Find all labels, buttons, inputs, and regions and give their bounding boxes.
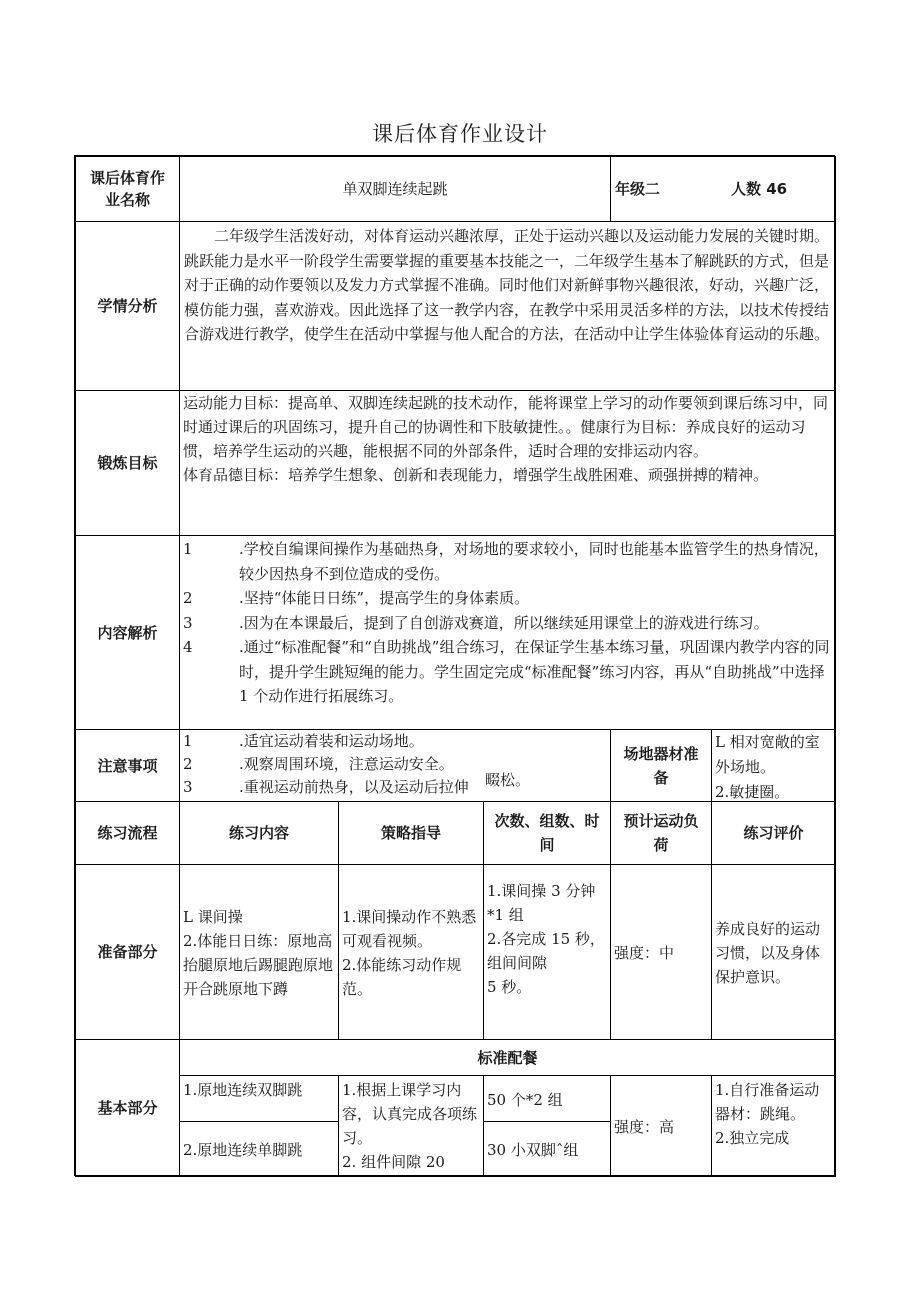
prep-label: 准备部分 [75, 864, 180, 1040]
grade-count-cell [610, 156, 836, 222]
goals-label: 锻炼目标 [75, 390, 180, 536]
prep-times-line: 2.各完成 15 秒，组间间隙 [487, 930, 605, 972]
content-item: 2 .坚持“体能日日练”，提高学生的身体素质。 [183, 589, 530, 607]
notes-list [179, 729, 484, 802]
grade: 年级二 [615, 180, 661, 198]
basic-item-1: 1.原地连续双脚跳 [179, 1075, 339, 1122]
prep-eval: 养成良好的运动习惯，以及身体保护意识。 [711, 864, 836, 1040]
prep-content-line: 2.体能日日练：原地高抬腿原地后踢腿跑原地开合跳原地下蹲 [183, 932, 334, 998]
content-label: 内容解析 [75, 535, 180, 730]
prep-times [483, 864, 611, 1040]
prep-strategy-line: 2.体能练习动作规范。 [342, 956, 462, 998]
content-item: 4 .通过“标准配餐”和“自助挑战”组合练习，在保证学生基本练习量，巩固课内教学内容的同时，提升学生跳短绳的能力。学生固定完成“标准配餐”练习内容，再从“自助挑战”中选择 1 个动作进行拓展练习。 [183, 638, 830, 705]
analysis-label: 学情分析 [75, 221, 180, 391]
equipment-line: L 相对宽敞的室外场地。 [715, 733, 820, 776]
goals-text-1: 运动能力目标：提高单、双脚连续起跳的技术动作，能将课堂上学习的动作要领到课后练习中，同时通过课后的巩固练习，提升自己的协调性和下肢敏捷性。。健康行为目标：养成良好的运动习惯，培养学生运动的兴趣，能根据不同的外部条件，适时合理的安排运动内容。 [183, 394, 829, 460]
basic-eval-line: 2.独立完成 [715, 1129, 790, 1147]
basic-strategy [338, 1075, 484, 1177]
note-item: 1 .适宜运动着装和运动场地。 [183, 732, 424, 750]
basic-strategy-line: 2. 组件间隙 20 [342, 1153, 445, 1171]
note-item: 2 .观察周围环境，注意运动安全。 [183, 755, 454, 773]
goals-cell [179, 390, 836, 536]
prep-times-line: 5 秒。 [487, 978, 532, 996]
name-label: 课后体育作业名称 [75, 156, 180, 222]
basic-label: 基本部分 [75, 1039, 180, 1177]
equipment-line: 2.敏捷圈。 [715, 783, 790, 801]
basic-times-2: 30 小双脚ˆ组 [483, 1121, 611, 1177]
student-count: 人数 46 [731, 180, 788, 198]
menu-title: 标准配餐 [179, 1039, 836, 1076]
content-item: 3 .因为在本课最后，提到了自创游戏赛道，所以继续延用课堂上的游戏进行练习。 [183, 613, 769, 632]
basic-eval [711, 1075, 836, 1177]
note-item: 3 .重视运动前热身，以及运动后拉伸 [183, 778, 469, 796]
col-times: 次数、组数、时间 [483, 801, 611, 865]
prep-content-line: L 课间操 [183, 908, 243, 926]
prep-content [179, 864, 339, 1040]
col-eval: 练习评价 [711, 801, 836, 865]
basic-item-2: 2.原地连续单脚跳 [179, 1121, 339, 1177]
col-content: 练习内容 [179, 801, 339, 865]
notes-label: 注意事项 [75, 729, 180, 802]
name-value: 单双脚连续起跳 [179, 156, 611, 222]
content-item: 1 .学校自编课间操作为基础热身，对场地的要求较小，同时也能基本监管学生的热身情况，较少因热身不到位造成的受伤。 [183, 540, 829, 583]
basic-eval-line: 1.自行准备运动器材：跳绳。 [715, 1081, 820, 1123]
col-load: 预计运动负荷 [610, 801, 712, 865]
prep-strategy [338, 864, 484, 1040]
prep-times-line: 1.课间操 3 分钟*1 组 [487, 882, 596, 924]
equipment-list [711, 729, 836, 802]
basic-strategy-line: 1.根据上课学习内容，认真完成各项练习。 [342, 1081, 478, 1147]
col-flow: 练习流程 [75, 801, 180, 865]
col-strategy: 策略指导 [338, 801, 484, 865]
prep-load: 强度：中 [610, 864, 712, 1040]
page-title: 课后体育作业设计 [372, 122, 548, 146]
basic-load: 强度：高 [610, 1075, 712, 1177]
analysis-text: 二年级学生活泼好动，对体育运动兴趣浓厚，正处于运动兴趣以及运动能力发展的关键时期。跳跃能力是水平一阶段学生需要掌握的重要基本技能之一，二年级学生基本了解跳跃的方式，但是对于正确的动作要领以及发力方式掌握不准确。同时他们对新鲜事物兴趣很浓，好动，兴趣广泛，模仿能力强，喜欢游戏。因此选择了这一教学内容，在教学中采用灵活多样的方法，以技术传授结合游戏进行教学，使学生在活动中掌握与他人配合的方法，在活动中让学生体验体育运动的乐趣。 [179, 221, 836, 391]
equipment-label: 场地器材准备 [610, 729, 712, 802]
notes-overflow: 畷松。 [483, 729, 611, 802]
content-cell [179, 535, 836, 730]
basic-times-1: 50 个*2 组 [483, 1075, 611, 1122]
prep-strategy-line: 1.课间操动作不熟悉可观看视频。 [342, 908, 477, 950]
goals-text-2: 体育品德目标：培养学生想象、创新和表现能力，增强学生战胜困难、顽强拼搏的精神。 [183, 466, 769, 484]
design-table [74, 155, 835, 1176]
